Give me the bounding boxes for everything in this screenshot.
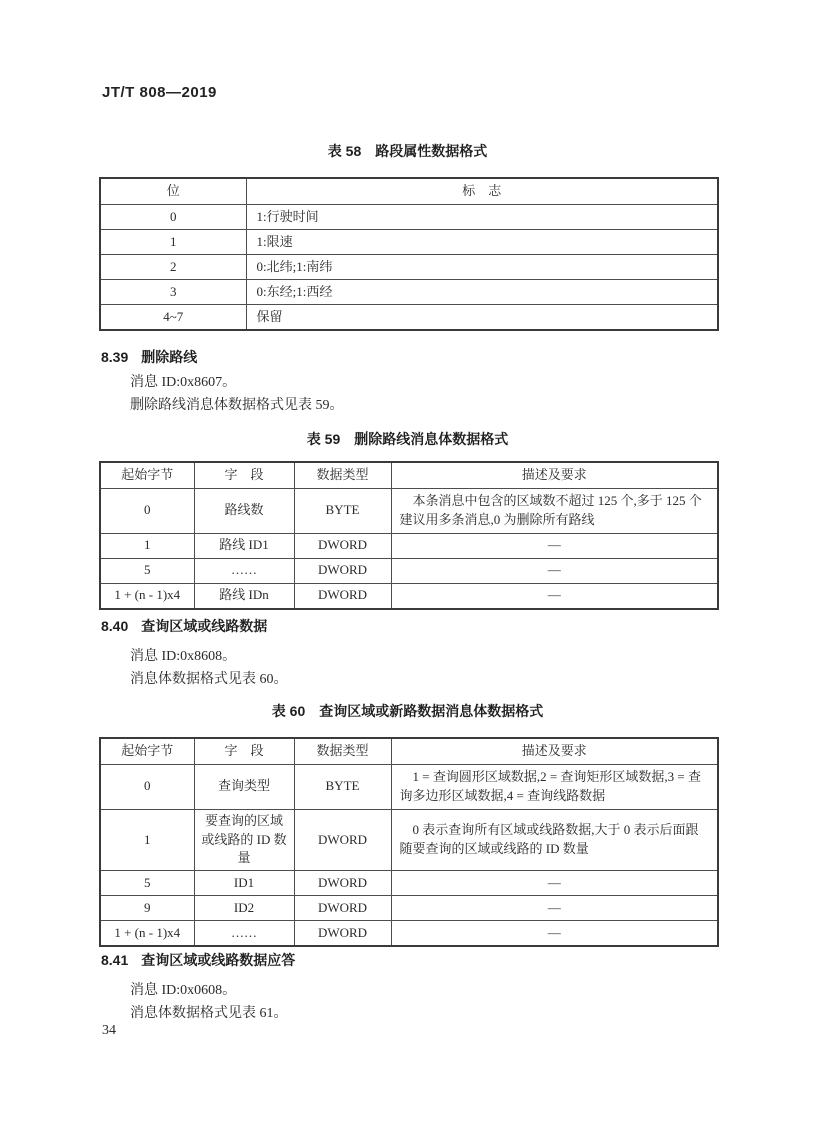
table-row (100, 489, 718, 534)
table-cell: BYTE (294, 489, 391, 534)
table60-col-header-datatype: 数据类型 (294, 738, 391, 765)
table-row (100, 583, 718, 609)
table59-caption (0, 429, 815, 449)
table-cell: 0:北纬;1:南纬 (246, 255, 718, 280)
table-cell: 1 + (n - 1)x4 (100, 921, 194, 947)
paragraph-line: 消息 ID:0x8608。 (130, 649, 237, 664)
table58-col-header-flag: 标 志 (246, 178, 718, 205)
table-cell: 本条消息中包含的区域数不超过 125 个,多于 125 个建议用多条消息,0 为删除所有路线 (391, 489, 718, 534)
table-cell: 3 (100, 280, 246, 305)
table-cell: DWORD (294, 896, 391, 921)
table-cell: 1:行驶时间 (246, 205, 718, 230)
table59-col-header-field: 字 段 (194, 462, 294, 489)
table-row (100, 765, 718, 810)
paragraph-line: 消息 ID:0x0608。 (130, 983, 237, 998)
table-cell: — (391, 533, 718, 558)
table-cell: 路线数 (194, 489, 294, 534)
table60-col-header-field: 字 段 (194, 738, 294, 765)
table58-caption (0, 141, 815, 161)
table-cell: 4~7 (100, 305, 246, 331)
table-cell: DWORD (294, 871, 391, 896)
section-8-39-heading (101, 347, 197, 367)
table-cell: 0:东经;1:西经 (246, 280, 718, 305)
table60-col-header-description: 描述及要求 (391, 738, 718, 765)
table-row (100, 305, 718, 331)
table-cell: ID1 (194, 871, 294, 896)
table59-header-row (100, 462, 718, 489)
table58 (99, 177, 719, 331)
table59-caption-title: 删除路线消息体数据格式 (354, 431, 509, 447)
table-cell: — (391, 583, 718, 609)
table60-caption (0, 701, 815, 721)
section-number: 8.41 (101, 952, 129, 968)
table-row (100, 230, 718, 255)
paragraph-line: 消息 ID:0x8607。 (130, 375, 237, 390)
table-cell: DWORD (294, 533, 391, 558)
page-number: 34 (102, 1023, 116, 1038)
section-8-41-paragraph (130, 979, 288, 1025)
table-cell: DWORD (294, 921, 391, 947)
table58-col-header-bit: 位 (100, 178, 246, 205)
table59-caption-label: 表 59 (306, 431, 341, 447)
table60-caption-label: 表 60 (271, 703, 306, 719)
table-row (100, 896, 718, 921)
table-cell: 1:限速 (246, 230, 718, 255)
table-cell: 1 + (n - 1)x4 (100, 583, 194, 609)
paragraph-line: 删除路线消息体数据格式见表 59。 (130, 398, 344, 413)
section-8-40-paragraph (130, 645, 288, 691)
paragraph-line: 消息体数据格式见表 60。 (130, 672, 288, 687)
section-title: 查询区域或线路数据应答 (141, 952, 296, 968)
table-cell: 9 (100, 896, 194, 921)
table-cell: …… (194, 558, 294, 583)
table59-col-header-start-byte: 起始字节 (100, 462, 194, 489)
table-cell: DWORD (294, 558, 391, 583)
table-cell: 0 (100, 765, 194, 810)
table-cell: 路线 IDn (194, 583, 294, 609)
table-row (100, 255, 718, 280)
table-cell: 1 (100, 533, 194, 558)
table58-header-row (100, 178, 718, 205)
table60-col-header-start-byte: 起始字节 (100, 738, 194, 765)
table58-caption-label: 表 58 (327, 143, 362, 159)
table-cell: — (391, 558, 718, 583)
table-row (100, 280, 718, 305)
table-cell: 0 (100, 489, 194, 534)
table-cell: DWORD (294, 809, 391, 871)
table-cell: …… (194, 921, 294, 947)
section-title: 查询区域或线路数据 (141, 618, 268, 634)
table-cell: 1 (100, 809, 194, 871)
table-row (100, 871, 718, 896)
section-8-40-heading (101, 616, 267, 636)
table-row (100, 809, 718, 871)
table58-caption-title: 路段属性数据格式 (375, 143, 488, 159)
table-row (100, 533, 718, 558)
table59 (99, 461, 719, 610)
table-cell: DWORD (294, 583, 391, 609)
table-cell: ID2 (194, 896, 294, 921)
table-cell: 查询类型 (194, 765, 294, 810)
standard-code: JT/T 808—2019 (102, 84, 217, 101)
table-cell: 保留 (246, 305, 718, 331)
table-cell: — (391, 871, 718, 896)
table59-col-header-description: 描述及要求 (391, 462, 718, 489)
table-row (100, 921, 718, 947)
table60-header-row (100, 738, 718, 765)
table-cell: 5 (100, 558, 194, 583)
table-cell: 0 (100, 205, 246, 230)
section-title: 删除路线 (141, 349, 198, 365)
table-cell: 路线 ID1 (194, 533, 294, 558)
table-cell: — (391, 896, 718, 921)
table-cell: 5 (100, 871, 194, 896)
section-number: 8.40 (101, 618, 129, 634)
table-row (100, 558, 718, 583)
section-8-41-heading (101, 950, 295, 970)
table-cell: 要查询的区域或线路的 ID 数量 (194, 809, 294, 871)
section-number: 8.39 (101, 349, 129, 365)
table-cell: 0 表示查询所有区域或线路数据,大于 0 表示后面跟随要查询的区域或线路的 ID 数量 (391, 809, 718, 871)
section-8-39-paragraph (130, 371, 344, 417)
table-row (100, 205, 718, 230)
paragraph-line: 消息体数据格式见表 61。 (130, 1006, 288, 1021)
table60 (99, 737, 719, 947)
table-cell: — (391, 921, 718, 947)
table-cell: 1 (100, 230, 246, 255)
table-cell: 2 (100, 255, 246, 280)
table-cell: 1 = 查询圆形区域数据,2 = 查询矩形区域数据,3 = 查询多边形区域数据,4 = 查询线路数据 (391, 765, 718, 810)
table60-caption-title: 查询区域或新路数据消息体数据格式 (319, 703, 544, 719)
table-cell: BYTE (294, 765, 391, 810)
table59-col-header-datatype: 数据类型 (294, 462, 391, 489)
